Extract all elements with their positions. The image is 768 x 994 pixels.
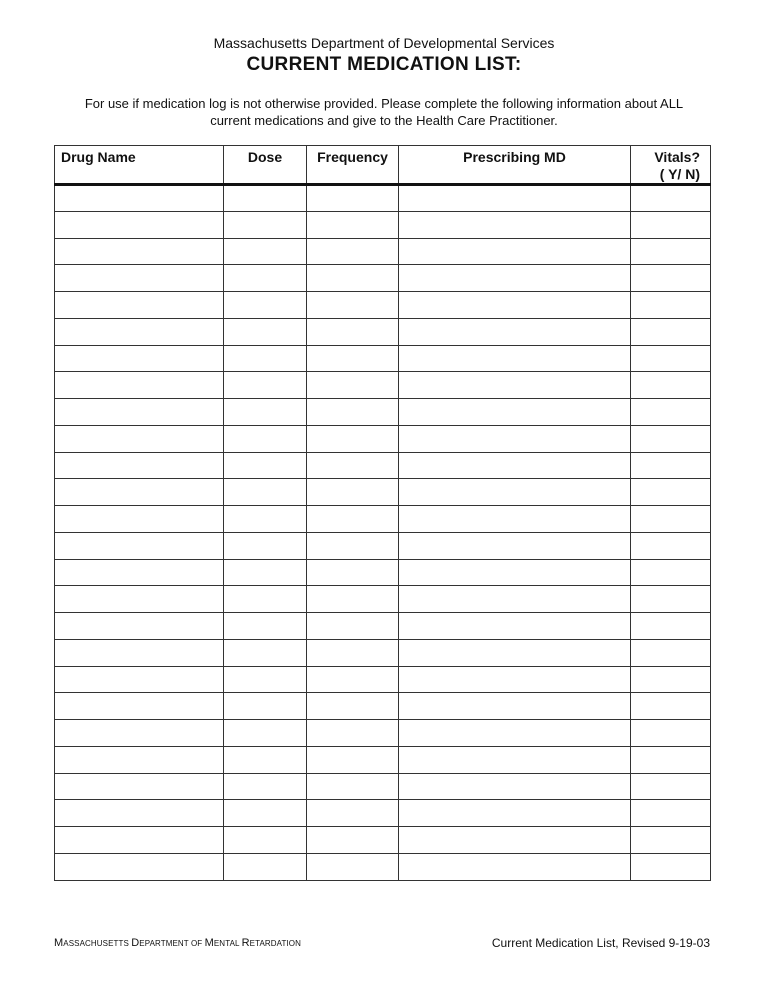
cell-prescribing-md[interactable] — [399, 559, 631, 586]
cell-drug-name[interactable] — [55, 639, 224, 666]
cell-prescribing-md[interactable] — [399, 506, 631, 533]
cell-drug-name[interactable] — [55, 292, 224, 319]
cell-drug-name[interactable] — [55, 613, 224, 640]
cell-drug-name[interactable] — [55, 666, 224, 693]
cell-prescribing-md[interactable] — [399, 479, 631, 506]
cell-drug-name[interactable] — [55, 345, 224, 372]
cell-frequency[interactable] — [307, 639, 399, 666]
cell-frequency[interactable] — [307, 399, 399, 426]
cell-prescribing-md[interactable] — [399, 639, 631, 666]
cell-dose[interactable] — [224, 720, 307, 747]
cell-dose[interactable] — [224, 452, 307, 479]
cell-prescribing-md[interactable] — [399, 720, 631, 747]
cell-frequency[interactable] — [307, 800, 399, 827]
cell-dose[interactable] — [224, 318, 307, 345]
cell-vitals[interactable] — [631, 479, 711, 506]
cell-drug-name[interactable] — [55, 372, 224, 399]
cell-dose[interactable] — [224, 211, 307, 238]
form-instructions — [50, 95, 718, 129]
footer-small-caps: ETARDATION — [249, 939, 302, 948]
cell-drug-name[interactable] — [55, 800, 224, 827]
instructions-line-1: For use if medication log is not otherwise provided. Please complete the following information about ALL — [84, 96, 684, 111]
cell-drug-name[interactable] — [55, 479, 224, 506]
cell-vitals[interactable] — [631, 185, 711, 212]
table-row — [55, 559, 711, 586]
cell-prescribing-md[interactable] — [399, 318, 631, 345]
column-header-prescribing-md: Prescribing MD — [399, 146, 631, 185]
cell-dose[interactable] — [224, 613, 307, 640]
cell-vitals[interactable] — [631, 452, 711, 479]
cell-prescribing-md[interactable] — [399, 238, 631, 265]
cell-prescribing-md[interactable] — [399, 185, 631, 212]
cell-prescribing-md[interactable] — [399, 693, 631, 720]
cell-dose[interactable] — [224, 506, 307, 533]
cell-vitals[interactable] — [631, 372, 711, 399]
table-row — [55, 613, 711, 640]
table-row — [55, 345, 711, 372]
table-row — [55, 506, 711, 533]
table-row — [55, 372, 711, 399]
cell-vitals[interactable] — [631, 853, 711, 880]
cell-frequency[interactable] — [307, 613, 399, 640]
cell-frequency[interactable] — [307, 479, 399, 506]
cell-vitals[interactable] — [631, 773, 711, 800]
cell-drug-name[interactable] — [55, 265, 224, 292]
cell-frequency[interactable] — [307, 425, 399, 452]
cell-drug-name[interactable] — [55, 399, 224, 426]
cell-vitals[interactable] — [631, 639, 711, 666]
table-row — [55, 399, 711, 426]
table-row — [55, 318, 711, 345]
table-row — [55, 720, 711, 747]
cell-drug-name[interactable] — [55, 827, 224, 854]
cell-vitals[interactable] — [631, 506, 711, 533]
cell-drug-name[interactable] — [55, 853, 224, 880]
cell-prescribing-md[interactable] — [399, 211, 631, 238]
medication-table — [54, 145, 711, 881]
cell-vitals[interactable] — [631, 613, 711, 640]
table-row — [55, 746, 711, 773]
cell-prescribing-md[interactable] — [399, 372, 631, 399]
cell-drug-name[interactable] — [55, 211, 224, 238]
cell-drug-name[interactable] — [55, 425, 224, 452]
cell-drug-name[interactable] — [55, 318, 224, 345]
table-row — [55, 853, 711, 880]
cell-frequency[interactable] — [307, 586, 399, 613]
cell-prescribing-md[interactable] — [399, 292, 631, 319]
table-header-row — [55, 146, 711, 185]
cell-frequency[interactable] — [307, 185, 399, 212]
cell-prescribing-md[interactable] — [399, 746, 631, 773]
cell-vitals[interactable] — [631, 746, 711, 773]
cell-drug-name[interactable] — [55, 452, 224, 479]
cell-frequency[interactable] — [307, 773, 399, 800]
cell-dose[interactable] — [224, 185, 307, 212]
table-row — [55, 586, 711, 613]
cell-drug-name[interactable] — [55, 506, 224, 533]
cell-prescribing-md[interactable] — [399, 800, 631, 827]
cell-dose[interactable] — [224, 586, 307, 613]
cell-vitals[interactable] — [631, 559, 711, 586]
cell-vitals[interactable] — [631, 827, 711, 854]
table-row — [55, 238, 711, 265]
table-row — [55, 185, 711, 212]
cell-dose[interactable] — [224, 666, 307, 693]
cell-prescribing-md[interactable] — [399, 586, 631, 613]
table-row — [55, 292, 711, 319]
footer-cap-letter: M — [204, 937, 214, 949]
table-row — [55, 800, 711, 827]
cell-dose[interactable] — [224, 800, 307, 827]
cell-frequency[interactable] — [307, 720, 399, 747]
footer-revision: Current Medication List, Revised 9-19-03 — [491, 936, 710, 950]
cell-frequency[interactable] — [307, 693, 399, 720]
cell-vitals[interactable] — [631, 238, 711, 265]
cell-vitals[interactable] — [631, 399, 711, 426]
cell-prescribing-md[interactable] — [399, 425, 631, 452]
cell-dose[interactable] — [224, 639, 307, 666]
cell-frequency[interactable] — [307, 211, 399, 238]
cell-dose[interactable] — [224, 479, 307, 506]
table-row — [55, 639, 711, 666]
cell-frequency[interactable] — [307, 853, 399, 880]
table-row — [55, 452, 711, 479]
vitals-label: Vitals? — [654, 149, 700, 165]
cell-drug-name[interactable] — [55, 559, 224, 586]
vitals-sublabel: ( Y/ N) — [659, 166, 700, 182]
cell-frequency[interactable] — [307, 452, 399, 479]
cell-vitals[interactable] — [631, 720, 711, 747]
cell-frequency[interactable] — [307, 345, 399, 372]
table-row — [55, 827, 711, 854]
footer-small-caps: ENTAL — [213, 939, 242, 948]
footer-cap-letter: R — [241, 937, 250, 949]
cell-drug-name[interactable] — [55, 693, 224, 720]
cell-drug-name[interactable] — [55, 586, 224, 613]
cell-frequency[interactable] — [307, 827, 399, 854]
cell-frequency[interactable] — [307, 666, 399, 693]
cell-drug-name[interactable] — [55, 238, 224, 265]
cell-drug-name[interactable] — [55, 720, 224, 747]
cell-prescribing-md[interactable] — [399, 345, 631, 372]
cell-prescribing-md[interactable] — [399, 452, 631, 479]
cell-drug-name[interactable] — [55, 532, 224, 559]
cell-dose[interactable] — [224, 532, 307, 559]
cell-frequency[interactable] — [307, 318, 399, 345]
cell-prescribing-md[interactable] — [399, 613, 631, 640]
table-row — [55, 479, 711, 506]
cell-drug-name[interactable] — [55, 185, 224, 212]
cell-prescribing-md[interactable] — [399, 666, 631, 693]
cell-dose[interactable] — [224, 238, 307, 265]
cell-dose[interactable] — [224, 827, 307, 854]
cell-vitals[interactable] — [631, 292, 711, 319]
footer-small-caps: ASSACHUSETTS — [63, 939, 132, 948]
cell-dose[interactable] — [224, 746, 307, 773]
cell-dose[interactable] — [224, 292, 307, 319]
cell-vitals[interactable] — [631, 666, 711, 693]
cell-prescribing-md[interactable] — [399, 399, 631, 426]
form-title: CURRENT MEDICATION LIST: — [246, 54, 522, 75]
cell-frequency[interactable] — [307, 559, 399, 586]
footer-cap-letter: M — [54, 937, 64, 949]
footer-department — [54, 937, 301, 949]
cell-dose[interactable] — [224, 425, 307, 452]
agency-name: Massachusetts Department of Developmental Services — [213, 35, 555, 51]
table-row — [55, 773, 711, 800]
cell-prescribing-md[interactable] — [399, 773, 631, 800]
cell-vitals[interactable] — [631, 265, 711, 292]
column-header-dose: Dose — [224, 146, 307, 185]
table-body — [55, 185, 711, 881]
table-row — [55, 693, 711, 720]
column-header-drug-name: Drug Name — [55, 146, 224, 185]
cell-vitals[interactable] — [631, 345, 711, 372]
cell-frequency[interactable] — [307, 292, 399, 319]
cell-dose[interactable] — [224, 773, 307, 800]
cell-dose[interactable] — [224, 559, 307, 586]
table-row — [55, 425, 711, 452]
cell-dose[interactable] — [224, 399, 307, 426]
cell-dose[interactable] — [224, 345, 307, 372]
cell-vitals[interactable] — [631, 318, 711, 345]
cell-prescribing-md[interactable] — [399, 532, 631, 559]
cell-prescribing-md[interactable] — [399, 265, 631, 292]
cell-frequency[interactable] — [307, 506, 399, 533]
footer-small-caps: EPARTMENT OF — [139, 939, 205, 948]
cell-frequency[interactable] — [307, 238, 399, 265]
table-row — [55, 532, 711, 559]
cell-vitals[interactable] — [631, 532, 711, 559]
cell-dose[interactable] — [224, 853, 307, 880]
cell-dose[interactable] — [224, 372, 307, 399]
instructions-line-2: current medications and give to the Health Care Practitioner. — [210, 113, 558, 128]
cell-frequency[interactable] — [307, 746, 399, 773]
cell-vitals[interactable] — [631, 425, 711, 452]
table-row — [55, 265, 711, 292]
cell-dose[interactable] — [224, 265, 307, 292]
medication-table-wrapper — [54, 145, 710, 881]
cell-prescribing-md[interactable] — [399, 853, 631, 880]
cell-vitals[interactable] — [631, 693, 711, 720]
column-header-frequency: Frequency — [307, 146, 399, 185]
column-header-vitals — [631, 146, 711, 185]
footer-cap-letter: D — [131, 937, 140, 949]
cell-frequency[interactable] — [307, 372, 399, 399]
cell-drug-name[interactable] — [55, 773, 224, 800]
table-row — [55, 666, 711, 693]
cell-vitals[interactable] — [631, 211, 711, 238]
cell-prescribing-md[interactable] — [399, 827, 631, 854]
table-row — [55, 211, 711, 238]
cell-drug-name[interactable] — [55, 746, 224, 773]
cell-dose[interactable] — [224, 693, 307, 720]
cell-frequency[interactable] — [307, 265, 399, 292]
cell-vitals[interactable] — [631, 800, 711, 827]
cell-frequency[interactable] — [307, 532, 399, 559]
cell-vitals[interactable] — [631, 586, 711, 613]
